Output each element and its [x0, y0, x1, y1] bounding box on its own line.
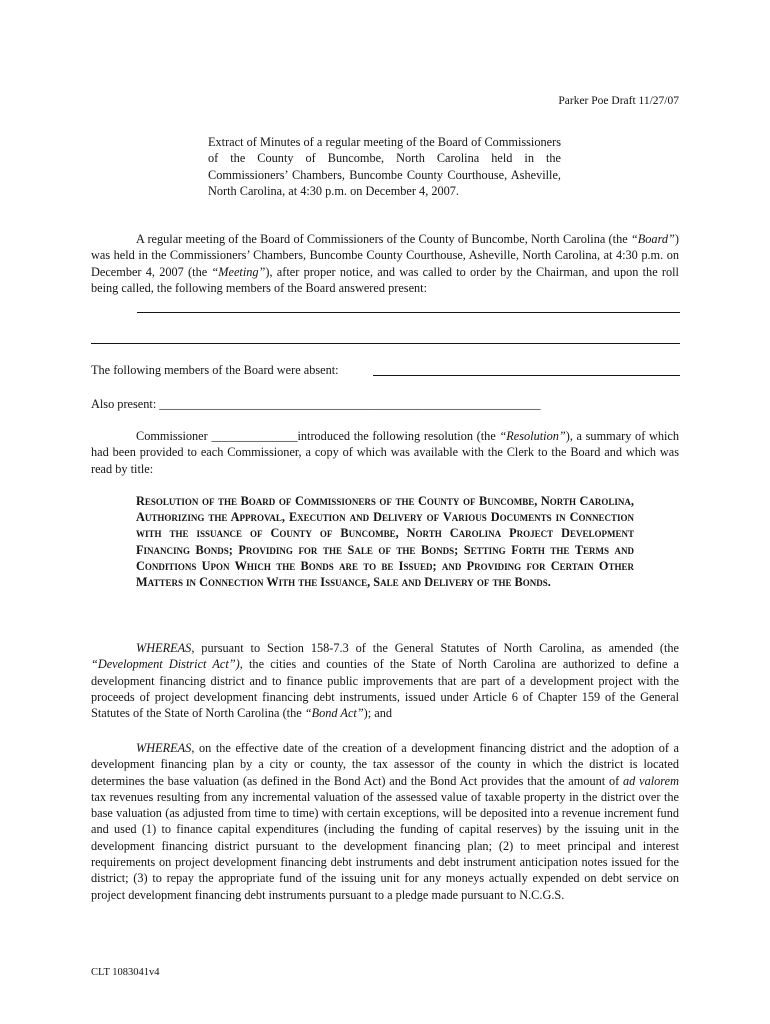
whereas-paragraph-2 [91, 740, 679, 903]
whereas-2-keyword: WHEREAS [136, 741, 192, 755]
commissioner-text-1: Commissioner ______________introduced the following resolution (the [136, 429, 500, 443]
whereas-1-text-2: , the cities and counties of the State of North Carolina are authorized to define a development financing district and to finance public improvements that are part of a development project with the proceeds of project development financing debt instruments, issued under Article 6 of Chapter 159 of the General Statutes of the State of North Carolina (the [91, 657, 679, 721]
present-members-line [137, 312, 680, 313]
ad-valorem-term: ad valorem [623, 773, 679, 788]
meeting-term: “Meeting” [211, 264, 266, 279]
resolution-term: “Resolution” [499, 429, 566, 443]
present-members-line-2 [91, 343, 680, 344]
commissioner-paragraph [91, 428, 679, 477]
absent-members-line [373, 375, 680, 376]
draft-label: Parker Poe Draft 11/27/07 [558, 95, 679, 107]
meeting-paragraph [91, 231, 679, 296]
meeting-text-2: ) was held in the Commissioners’ Chambers, Buncombe County Courthouse, Asheville, North Carolina, at 4:30 p.m. on December 4, 2007 (the [91, 232, 679, 279]
whereas-2-text-1: , on the effective date of the creation of a development financing district and the adoption of a development financing plan by a city or county, the tax assessor of the county in which the district is located determines the base valuation (as defined in the Bond Act) and the Bond Act provides that the amount of [91, 741, 679, 788]
meeting-text-3: ), after proper notice, and was called to order by the Chairman, and upon the roll being called, the following members of the Board answered present: [91, 264, 679, 295]
whereas-2-text-2: tax revenues resulting from any incremental valuation of the assessed value of taxable property in the district over the base valuation (as adjusted from time to time) with certain exceptions, will be deposited into a revenue increment fund and used (1) to finance capital expenditures (including the funding of capital reserves) by the issuing unit in the development financing district pursuant to the development financing plan; (2) to meet principal and interest requirements on project development financing debt instruments and debt instrument anticipation notes issued for the district; (3) to repay the appropriate fund of the issuing unit for any moneys actually expended on debt service on project development financing debt instruments pursuant to a pledge made pursuant to N.C.G.S. [91, 789, 679, 902]
commissioner-text-2: ), a summary of which had been provided to each Commissioner, a copy of which was available with the Clerk to the Board and which was read by title: [91, 429, 680, 476]
bond-act-term: “Bond Act” [304, 706, 364, 721]
whereas-1-keyword: WHEREAS [136, 641, 192, 655]
whereas-1-text-1: , pursuant to Section 158-7.3 of the General Statutes of North Carolina, as amended (the [191, 641, 679, 655]
also-present-row: Also present: ______________________________________________________________ [91, 397, 541, 411]
whereas-paragraph-1 [91, 640, 679, 721]
board-term: “Board” [630, 232, 675, 246]
extract-heading: Extract of Minutes of a regular meeting of the Board of Commissioners of the County of Buncombe, North Carolina held in the Commissioners’ Chambers, Buncombe County Courthouse, Asheville, North Carolina, at 4:30 p.m. on December 4, 2007. [208, 135, 561, 198]
resolution-title: Resolution of the Board of Commissioners of the County of Buncombe, North Carolina, Authorizing the Approval, Execution and Delivery of Various Documents in Connection with the issuance of County of Buncombe, North Carolina Project Development Financing Bonds; Providing for the Sale of the Bonds; Setting Forth the Terms and Conditions Upon Which the Bonds are to be Issued; and Providing for Certain Other Matters in Connection With the Issuance, Sale and Delivery of the Bonds. [136, 494, 634, 590]
whereas-1-text-3: ); and [363, 706, 392, 721]
meeting-text-1: A regular meeting of the Board of Commissioners of the County of Buncombe, North Carolina (the [136, 232, 631, 246]
development-district-act-term: “Development District Act”) [91, 657, 240, 672]
document-id: CLT 1083041v4 [91, 967, 160, 978]
absent-label: The following members of the Board were absent: [91, 363, 339, 377]
